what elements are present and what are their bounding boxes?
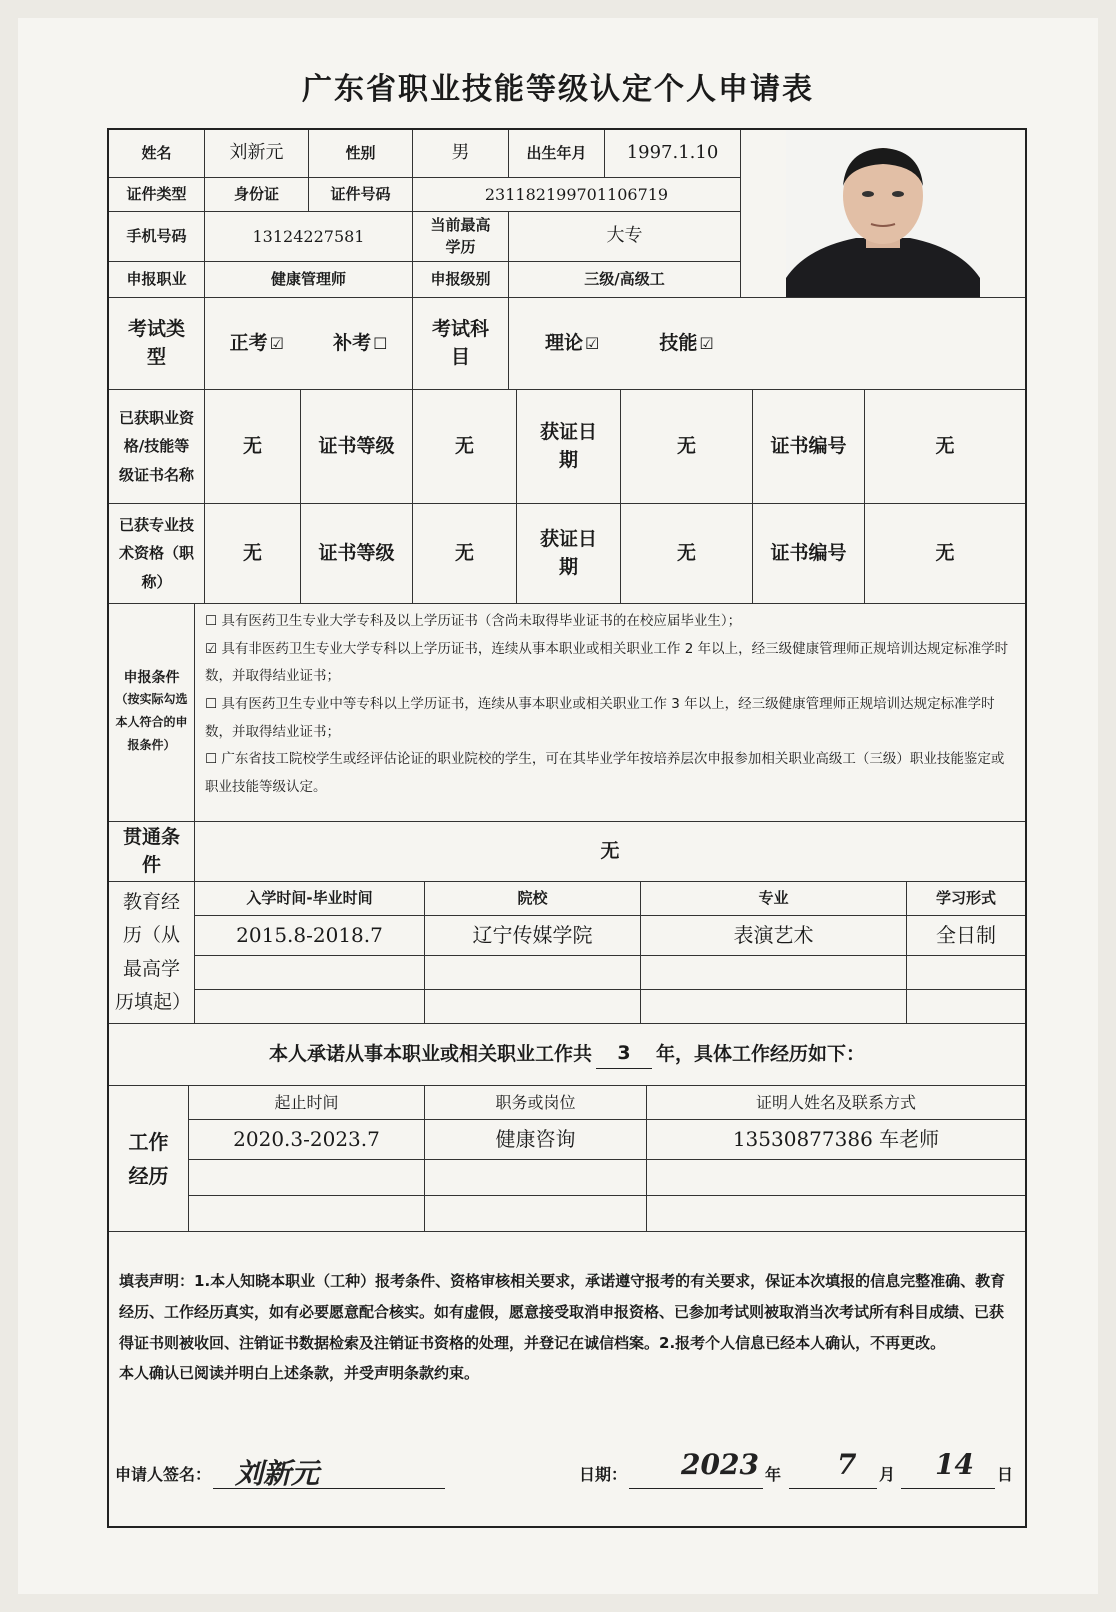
exam-skill-option[interactable] xyxy=(659,330,713,358)
edu-row-period xyxy=(195,956,425,990)
vocational-date-value: 无 xyxy=(621,390,753,504)
condition-item xyxy=(205,608,1015,636)
id-no-label: 证件号码 xyxy=(309,178,413,212)
name-label: 姓名 xyxy=(109,130,205,178)
condition-text: 具有非医药卫生专业大学专科以上学历证书，连续从事本职业或相关职业工作 2 年以上，经三级健康管理师正规培训达规定标准学时数，并取得结业证书； xyxy=(205,640,1009,685)
vocational-date-label: 获证日期 xyxy=(517,390,621,504)
education-value: 大专 xyxy=(509,212,741,262)
edu-row-period xyxy=(195,990,425,1024)
work-row-empty xyxy=(647,1196,1025,1232)
conditions-list xyxy=(195,604,1025,822)
through-label: 贯通条件 xyxy=(109,822,195,882)
exam-theory-label: 理论 xyxy=(545,331,584,354)
exam-type-options xyxy=(205,298,413,390)
technical-cert-name: 无 xyxy=(205,504,301,604)
sign-label: 申请人签名： xyxy=(115,1465,212,1484)
technical-date-value: 无 xyxy=(621,504,753,604)
condition-item xyxy=(205,636,1015,691)
technical-date-label: 获证日期 xyxy=(517,504,621,604)
work-commitment xyxy=(109,1024,1025,1086)
vocational-grade-label: 证书等级 xyxy=(301,390,413,504)
work-header-position: 职务或岗位 xyxy=(425,1086,647,1120)
occupation-value: 健康管理师 xyxy=(205,262,413,298)
edu-row-major xyxy=(641,990,907,1024)
exam-regular-checkbox[interactable]: ☑ xyxy=(269,333,284,353)
work-row-reference xyxy=(647,1160,1025,1196)
condition-item xyxy=(205,746,1015,801)
declaration-text: 填表声明：1.本人知晓本职业（工种）报考条件、资格审核相关要求，承诺遵守报考的有关要求，保证本次填报的信息完整准确、教育经历、工作经历真实，如有必要愿意配合核实。如有虚假，愿意接受取消申报资格、已参加考试则被取消当次考试所有科目成绩、已获得证书则被收回、注销证书数据检索及注销证书资格的处理，并登记在诚信档案。2.报考个人信息已经本人确认，不再更改。 xyxy=(119,1272,1006,1352)
condition-text: 具有医药卫生专业大学专科及以上学历证书（含尚未取得毕业证书的在校应届毕业生）； xyxy=(221,613,742,629)
condition-text: 具有医药卫生专业中等专科以上学历证书，连续从事本职业或相关职业工作 3 年以上，经三级健康管理师正规培训达规定标准学时数，并取得结业证书； xyxy=(205,696,995,740)
id-type-value: 身份证 xyxy=(205,178,309,212)
work-row-position xyxy=(425,1160,647,1196)
commitment-years: 3 xyxy=(596,1040,652,1069)
id-type-label: 证件类型 xyxy=(109,178,205,212)
application-form xyxy=(107,128,1027,1528)
condition-checkbox[interactable]: ☑ xyxy=(205,640,218,657)
phone-value: 13124227581 xyxy=(205,212,413,262)
condition-checkbox[interactable]: ☐ xyxy=(205,613,218,629)
declaration-confirm: 本人确认已阅读并明白上述条款，并受声明条款约束。 xyxy=(119,1364,480,1383)
photo-cell xyxy=(741,130,1025,298)
work-header-reference: 证明人姓名及联系方式 xyxy=(647,1086,1025,1120)
edu-row-school xyxy=(425,956,641,990)
work-row-empty xyxy=(189,1196,425,1232)
edu-header-period: 入学时间-毕业时间 xyxy=(195,882,425,916)
exam-skill-checkbox[interactable]: ☑ xyxy=(699,333,714,353)
technical-cert-label: 已获专业技术资格（职称） xyxy=(109,504,205,604)
condition-checkbox[interactable]: ☐ xyxy=(205,751,218,768)
signature-row xyxy=(109,1448,1025,1492)
edu-header-school: 院校 xyxy=(425,882,641,916)
work-row-period xyxy=(189,1160,425,1196)
education-label: 当前最高学历 xyxy=(413,212,509,262)
birth-value: 1997.1.10 xyxy=(605,130,741,178)
edu-header-mode: 学习形式 xyxy=(907,882,1025,916)
name-value: 刘新元 xyxy=(205,130,309,178)
edu-row-mode: 全日制 xyxy=(907,916,1025,956)
conditions-sub-label: （按实际勾选本人符合的申报条件） xyxy=(115,692,188,753)
phone-label: 手机号码 xyxy=(109,212,205,262)
technical-grade-label: 证书等级 xyxy=(301,504,413,604)
edu-row-mode xyxy=(907,956,1025,990)
conditions-label: 申报条件 xyxy=(123,670,180,687)
commitment-prefix: 本人承诺从事本职业或相关职业工作共 xyxy=(268,1042,592,1065)
month-unit: 月 xyxy=(879,1465,896,1484)
exam-skill-label: 技能 xyxy=(659,331,698,354)
year-unit: 年 xyxy=(765,1465,782,1484)
work-history-label: 工作经历 xyxy=(109,1086,189,1232)
month-line[interactable] xyxy=(789,1462,877,1489)
vocational-grade-value: 无 xyxy=(413,390,517,504)
education-history-label: 教育经历（从最高学历填起） xyxy=(109,882,195,1024)
exam-makeup-label: 补考 xyxy=(333,331,372,354)
level-label: 申报级别 xyxy=(413,262,509,298)
work-row-period: 2020.3-2023.7 xyxy=(189,1120,425,1160)
exam-subject-label: 考试科目 xyxy=(413,298,509,390)
edu-row-period: 2015.8-2018.7 xyxy=(195,916,425,956)
conditions-label-cell xyxy=(109,604,195,822)
work-row-reference: 13530877386 车老师 xyxy=(647,1120,1025,1160)
technical-grade-value: 无 xyxy=(413,504,517,604)
id-no-value: 231182199701106719 xyxy=(413,178,741,212)
through-value: 无 xyxy=(195,822,1025,882)
applicant-signature: 刘新元 xyxy=(235,1457,320,1490)
vocational-number-value: 无 xyxy=(865,390,1025,504)
exam-makeup-checkbox[interactable]: ☐ xyxy=(373,333,388,353)
edu-header-major: 专业 xyxy=(641,882,907,916)
technical-number-value: 无 xyxy=(865,504,1025,604)
exam-regular-label: 正考 xyxy=(229,331,268,354)
condition-checkbox[interactable]: ☐ xyxy=(205,696,218,713)
occupation-label: 申报职业 xyxy=(109,262,205,298)
vocational-number-label: 证书编号 xyxy=(753,390,865,504)
date-day: 14 xyxy=(935,1448,974,1481)
edu-row-major: 表演艺术 xyxy=(641,916,907,956)
work-row-position: 健康咨询 xyxy=(425,1120,647,1160)
birth-label: 出生年月 xyxy=(509,130,605,178)
level-value: 三级/高级工 xyxy=(509,262,741,298)
gender-label: 性别 xyxy=(309,130,413,178)
technical-number-label: 证书编号 xyxy=(753,504,865,604)
edu-row-school: 辽宁传媒学院 xyxy=(425,916,641,956)
applicant-photo xyxy=(786,130,980,298)
exam-subject-options xyxy=(509,298,1025,390)
work-row-empty xyxy=(425,1196,647,1232)
vocational-cert-label: 已获职业资格/技能等级证书名称 xyxy=(109,390,205,504)
commitment-suffix: 年，具体工作经历如下： xyxy=(656,1042,866,1065)
edu-row-mode xyxy=(907,990,1025,1024)
day-unit: 日 xyxy=(997,1465,1014,1484)
condition-text: 广东省技工院校学生或经评估论证的职业院校的学生，可在其毕业学年按培养层次申报参加相关职业高级工（三级）职业技能鉴定或职业技能等级认定。 xyxy=(205,751,1005,796)
exam-type-label: 考试类型 xyxy=(109,298,205,390)
exam-regular-option[interactable] xyxy=(230,330,284,358)
vocational-cert-name: 无 xyxy=(205,390,301,504)
edu-row-major xyxy=(641,956,907,990)
date-year: 2023 xyxy=(681,1448,759,1481)
edu-row-school xyxy=(425,990,641,1024)
gender-value: 男 xyxy=(413,130,509,178)
exam-theory-checkbox[interactable]: ☑ xyxy=(585,333,600,353)
condition-item xyxy=(205,691,1015,746)
exam-makeup-option[interactable] xyxy=(333,330,387,358)
work-header-period: 起止时间 xyxy=(189,1086,425,1120)
date-month: 7 xyxy=(837,1448,857,1481)
exam-theory-option[interactable] xyxy=(545,330,599,358)
form-title: 广东省职业技能等级认定个人申请表 xyxy=(302,72,814,107)
date-label: 日期： xyxy=(579,1465,628,1484)
